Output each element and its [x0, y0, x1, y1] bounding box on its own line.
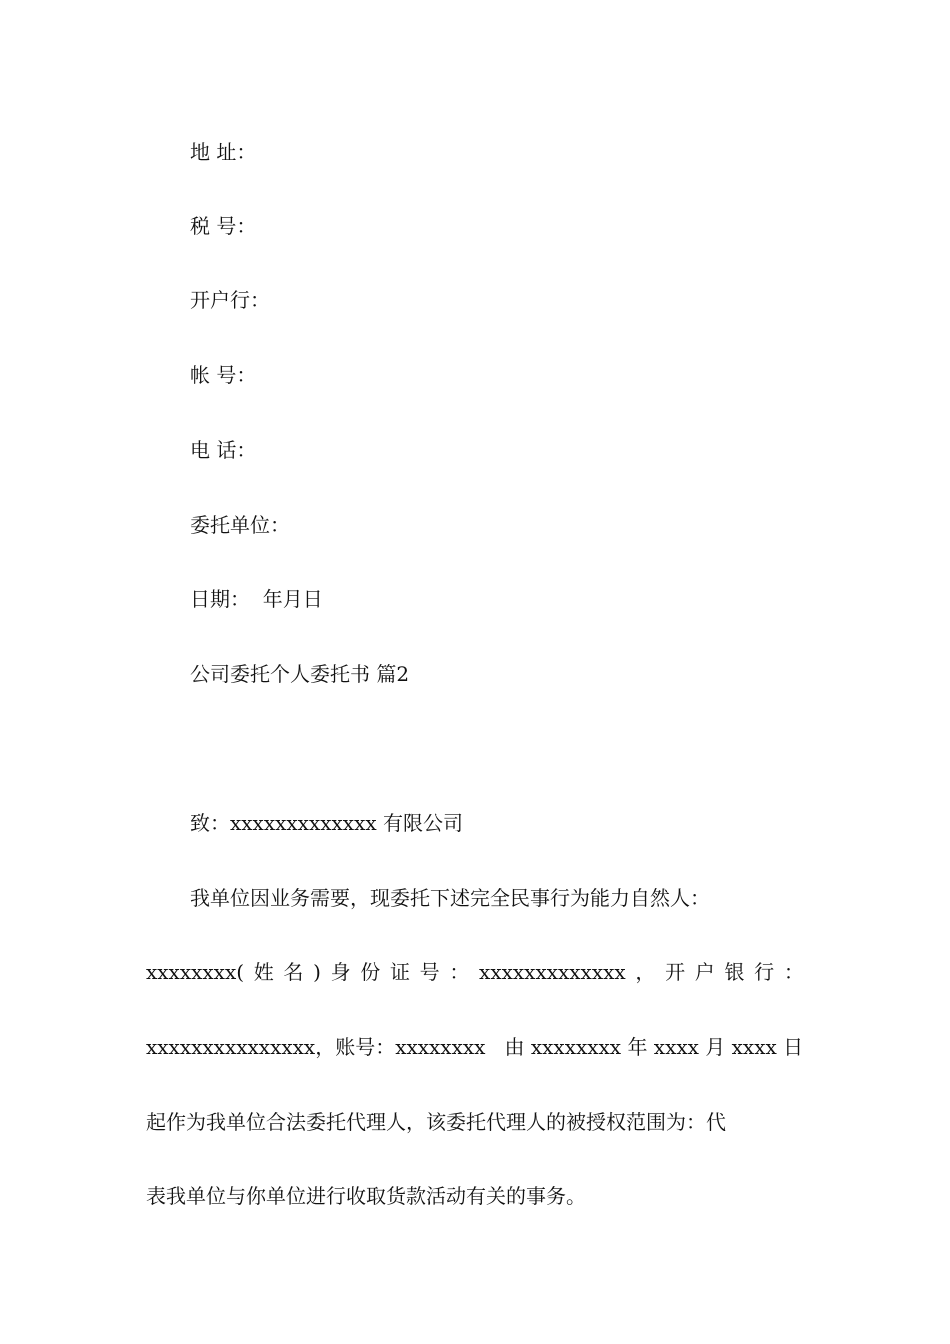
- line-2-segment: 身: [330, 960, 351, 984]
- body-paragraph-line-5: 表我单位与你单位进行收取货款活动有关的事务。: [146, 1184, 586, 1208]
- body-paragraph-line-4: 起作为我单位合法委托代理人，该委托代理人的被授权范围为：代: [146, 1110, 726, 1134]
- line-2-segment: 银: [724, 960, 745, 984]
- field-entrusting-unit: 委托单位：: [190, 513, 290, 537]
- section-heading: 公司委托个人委托书 篇2: [190, 662, 410, 686]
- line-2-segment: 户: [694, 960, 715, 984]
- line-2-segment: xxxxxxxx(: [146, 960, 245, 984]
- line-2-segment: 姓: [253, 960, 274, 984]
- line-2-segment: ，: [635, 960, 656, 984]
- field-date: 日期： 年月日: [190, 587, 323, 611]
- line-2-segment: ：: [449, 960, 470, 984]
- field-address: 地 址：: [190, 140, 257, 164]
- field-bank: 开户行：: [190, 288, 270, 312]
- field-tax-number: 税 号：: [190, 214, 257, 238]
- line-2-segment: 证: [389, 960, 410, 984]
- line-2-segment: 号: [419, 960, 440, 984]
- line-2-segment: 开: [665, 960, 686, 984]
- body-paragraph-line-3: xxxxxxxxxxxxxxx，账号：xxxxxxxx 由 xxxxxxxx 年 xxxx 月 xxxx 日: [146, 1035, 804, 1059]
- field-account: 帐 号：: [190, 363, 257, 387]
- line-2-segment: 行: [754, 960, 775, 984]
- line-2-segment: ): [313, 960, 321, 984]
- addressee-line: 致：xxxxxxxxxxxxx 有限公司: [190, 811, 463, 835]
- body-paragraph-line-1: 我单位因业务需要，现委托下述完全民事行为能力自然人：: [190, 886, 710, 910]
- line-2-segment: xxxxxxxxxxxxx: [479, 960, 626, 984]
- field-phone: 电 话：: [190, 438, 257, 462]
- body-paragraph-line-2: [146, 958, 804, 986]
- line-2-segment: ：: [783, 960, 804, 984]
- line-2-segment: 份: [360, 960, 381, 984]
- line-2-segment: 名: [283, 960, 304, 984]
